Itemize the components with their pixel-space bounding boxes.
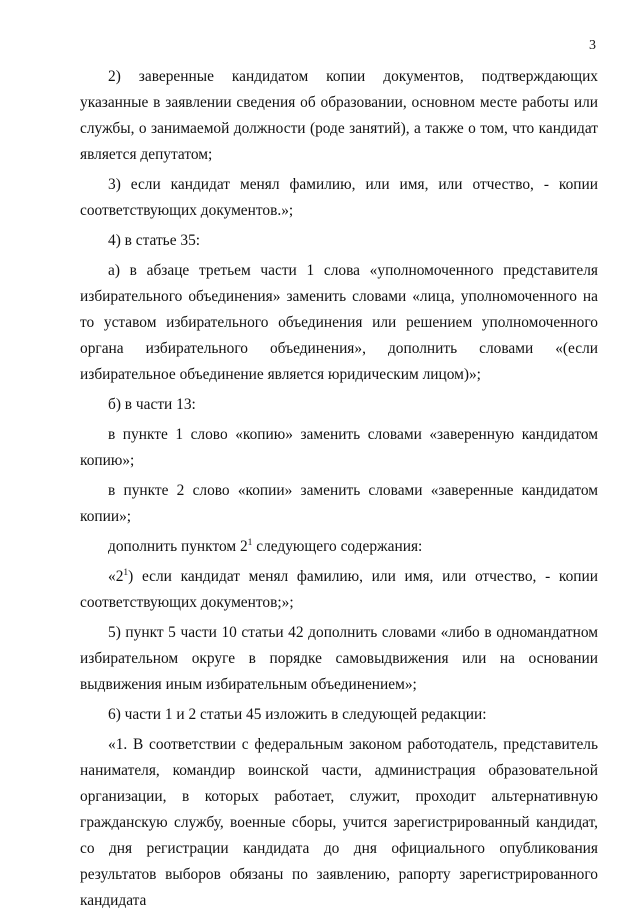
paragraph-subitem-b-heading: б) в части 13: — [108, 396, 196, 413]
paragraph-point-2-amendment: в пункте 2 слово «копии» заменить словами «заверенные кандидатом копии»; — [80, 482, 598, 525]
superscript-index: 1 — [123, 567, 129, 578]
paragraph-item-2: 2) заверенные кандидатом копии документов, подтверждающих указанные в заявлении сведения об образовании, основном месте работы или службы, о занимаемой должности (роде занятий), а также о том, что кандидат является депутатом; — [80, 68, 598, 163]
paragraph-item-3: 3) если кандидат менял фамилию, или имя, или отчество, - копии соответствующих документов.»; — [80, 176, 598, 219]
paragraph-subitem-a: а) в абзаце третьем части 1 слова «уполномоченного представителя избирательного объединения» заменить словами «лица, уполномоченного на то уставом избирательного объединения или решением уполномоченного органа избирательного объединения», дополнить словами «(если избирательное объединение является юридическим лицом)»; — [80, 262, 598, 383]
page-number: 3 — [589, 38, 596, 53]
paragraph-item-6: 6) части 1 и 2 статьи 45 изложить в следующей редакции: — [108, 706, 487, 723]
paragraph-add-point-2-1 — [80, 534, 598, 560]
document-body — [80, 64, 598, 918]
paragraph-point-1-amendment: в пункте 1 слово «копию» заменить словами «заверенную кандидатом копию»; — [80, 426, 598, 469]
paragraph-text-part: «2 — [108, 568, 124, 585]
paragraph-text-part: ) если кандидат менял фамилию, или имя, или отчество, - копии соответствующих документов;»; — [80, 568, 598, 611]
paragraph-item-4-heading: 4) в статье 35: — [108, 232, 201, 249]
superscript-index: 1 — [247, 537, 253, 548]
paragraph-text-part: следующего содержания: — [252, 538, 423, 555]
paragraph-point-2-1-text — [80, 564, 598, 616]
paragraph-text-part: дополнить пунктом 2 — [108, 538, 248, 555]
paragraph-item-5: 5) пункт 5 части 10 статьи 42 дополнить словами «либо в одномандатном избирательном округе в порядке самовыдвижения или на основании выдвижения иным избирательным объединением»; — [80, 624, 598, 693]
paragraph-article-45-part-1: «1. В соответствии с федеральным законом работодатель, представитель нанимателя, командир воинской части, администрация образовательной организации, в которых работает, служит, проходит альтернативную гражданскую службу, военные сборы, учится зарегистрированный кандидат, со дня регистрации кандидата до дня официального опубликования результатов выборов обязаны по заявлению, рапорту зарегистрированного кандидата — [80, 736, 598, 909]
